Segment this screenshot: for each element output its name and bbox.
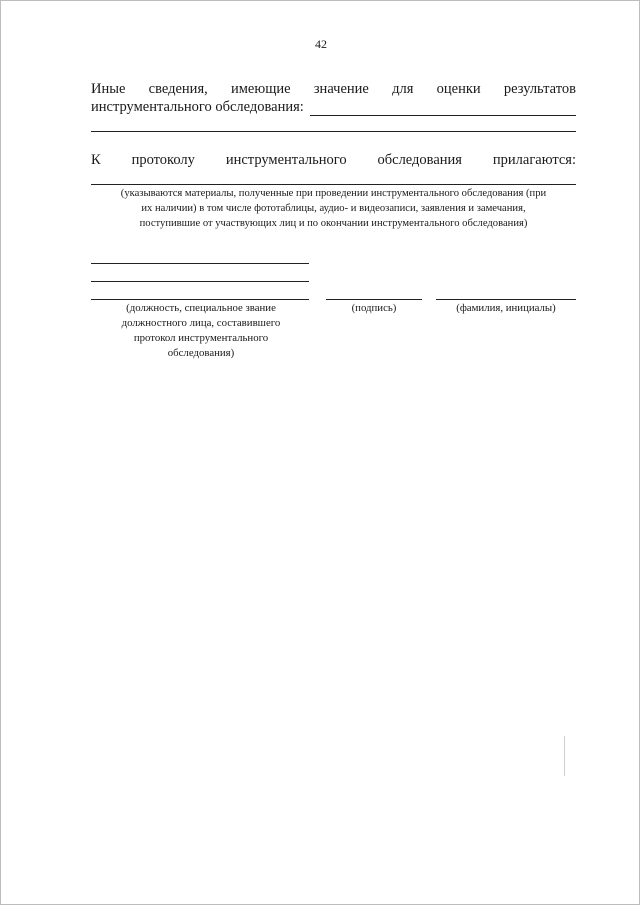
- word: значение: [313, 81, 369, 97]
- word: для: [392, 81, 414, 97]
- attachments-caption: [81, 186, 586, 231]
- other-info-blank-line[interactable]: [91, 131, 576, 132]
- page-number: 42: [315, 37, 327, 51]
- word: оценки: [436, 81, 481, 97]
- scan-artifact-mark: [564, 736, 565, 776]
- signature-line[interactable]: [326, 299, 422, 300]
- caption-line: их наличии) в том числе фототаблицы, аудио- и видеозаписи, заявления и замечания,: [141, 203, 526, 214]
- caption-line: поступившие от участвующих лиц и по окончании инструментального обследования): [139, 218, 528, 229]
- caption-line: протокол инструментального: [133, 332, 269, 344]
- caption-line: обследования): [167, 347, 235, 359]
- other-info-fill-line[interactable]: [310, 103, 576, 116]
- caption-line: (указываются материалы, полученные при проведении инструментального обследования (при: [120, 188, 547, 199]
- name-caption: (фамилия, инициалы): [456, 302, 556, 314]
- other-info-label: инструментального обследования:: [91, 99, 304, 115]
- caption-line: (должность, специальное звание: [126, 302, 276, 314]
- word: результатов: [503, 81, 576, 97]
- word: инструментального: [225, 152, 347, 168]
- position-line-1[interactable]: [91, 263, 309, 264]
- caption-line: должностного лица, составившего: [121, 317, 281, 329]
- name-line[interactable]: [436, 299, 576, 300]
- word: протоколу: [131, 152, 195, 168]
- signature-caption: (подпись): [351, 302, 397, 314]
- position-line-2[interactable]: [91, 281, 309, 282]
- word: Иные: [91, 81, 126, 97]
- other-info-line-1: [91, 81, 576, 98]
- word: имеющие: [231, 81, 291, 97]
- attachments-blank-line[interactable]: [91, 184, 576, 185]
- position-line-3[interactable]: [91, 299, 309, 300]
- position-caption: [101, 301, 301, 361]
- attachments-line: [91, 152, 576, 169]
- word: прилагаются:: [492, 152, 576, 168]
- word: К: [91, 152, 101, 168]
- word: сведения,: [148, 81, 208, 97]
- other-info-line-2: [91, 99, 576, 116]
- word: обследования: [377, 152, 462, 168]
